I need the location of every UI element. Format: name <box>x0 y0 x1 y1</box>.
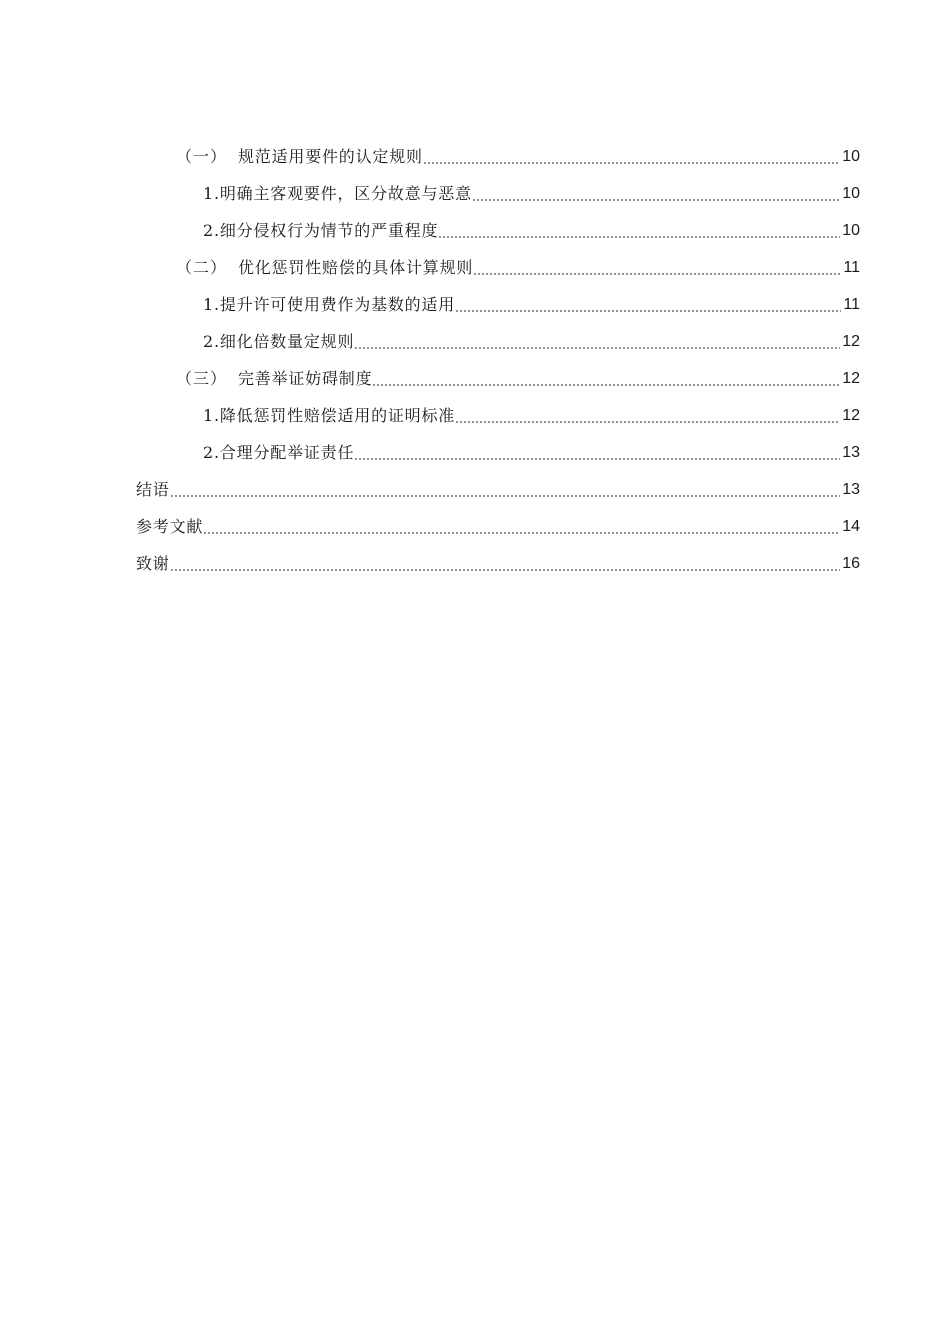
toc-entry[interactable] <box>136 242 860 279</box>
toc-entry-text: 1.降低惩罚性赔偿适用的证明标准 <box>203 406 456 425</box>
toc-entry-title <box>176 147 423 168</box>
toc-entry-title <box>203 295 455 316</box>
toc-page-number: 16 <box>842 555 860 572</box>
toc-entry[interactable] <box>136 353 860 390</box>
toc-dot-leader <box>455 310 841 312</box>
toc-entry-title <box>203 332 354 353</box>
toc-page-number: 13 <box>842 444 860 461</box>
toc-entry-title <box>203 406 455 427</box>
toc-dot-leader <box>203 532 840 534</box>
toc-entry-title <box>203 443 354 464</box>
toc-entry-number: （一） <box>176 147 228 166</box>
toc-dot-leader <box>170 569 841 571</box>
toc-dot-leader <box>354 458 840 460</box>
toc-entry-title <box>203 221 438 242</box>
toc-entry-text: 完善举证妨碍制度 <box>238 369 373 388</box>
toc-entry-number: （三） <box>176 369 228 388</box>
toc-page-number: 12 <box>842 333 860 350</box>
toc-entry-text: 1.提升许可使用费作为基数的适用 <box>203 295 456 314</box>
toc-dot-leader <box>372 384 840 386</box>
toc-entry[interactable] <box>136 316 860 353</box>
toc-entry-text: 2.细化倍数量定规则 <box>203 332 355 351</box>
toc-entry-text: 优化惩罚性赔偿的具体计算规则 <box>238 258 474 277</box>
toc-entry-title <box>136 480 170 501</box>
toc-page-number: 12 <box>842 407 860 424</box>
toc-page-number: 11 <box>843 259 860 276</box>
toc-entry-number: （二） <box>176 258 228 277</box>
toc-entry[interactable] <box>136 205 860 242</box>
toc-page-number: 10 <box>842 185 860 202</box>
toc-entry-text: 2.合理分配举证责任 <box>203 443 355 462</box>
toc-dot-leader <box>423 162 840 164</box>
toc-dot-leader <box>455 421 840 423</box>
toc-entry[interactable] <box>136 464 860 501</box>
table-of-contents <box>136 131 860 575</box>
toc-entry-text: 1.明确主客观要件，区分故意与恶意 <box>203 184 472 203</box>
toc-page-number: 14 <box>842 518 860 535</box>
toc-entry[interactable] <box>136 538 860 575</box>
toc-entry[interactable] <box>136 390 860 427</box>
toc-entry[interactable] <box>136 501 860 538</box>
toc-entry[interactable] <box>136 131 860 168</box>
toc-entry[interactable] <box>136 427 860 464</box>
toc-dot-leader <box>354 347 840 349</box>
toc-entry-title <box>136 554 170 575</box>
toc-dot-leader <box>472 199 840 201</box>
toc-page-number: 10 <box>842 148 860 165</box>
toc-entry-text: 致谢 <box>136 554 170 573</box>
toc-dot-leader <box>170 495 841 497</box>
toc-entry[interactable] <box>136 279 860 316</box>
toc-entry[interactable] <box>136 168 860 205</box>
toc-page-number: 12 <box>842 370 860 387</box>
toc-entry-title <box>176 369 372 390</box>
toc-entry-text: 2.细分侵权行为情节的严重程度 <box>203 221 439 240</box>
toc-entry-text: 规范适用要件的认定规则 <box>238 147 423 166</box>
toc-entry-text: 结语 <box>136 480 170 499</box>
toc-entry-title <box>176 258 473 279</box>
toc-entry-text: 参考文献 <box>136 517 204 536</box>
toc-page-number: 10 <box>842 222 860 239</box>
toc-entry-title <box>203 184 472 205</box>
toc-dot-leader <box>438 236 840 238</box>
toc-page-number: 13 <box>842 481 860 498</box>
toc-page-number: 11 <box>843 296 860 313</box>
toc-dot-leader <box>473 273 841 275</box>
toc-entry-title <box>136 517 203 538</box>
